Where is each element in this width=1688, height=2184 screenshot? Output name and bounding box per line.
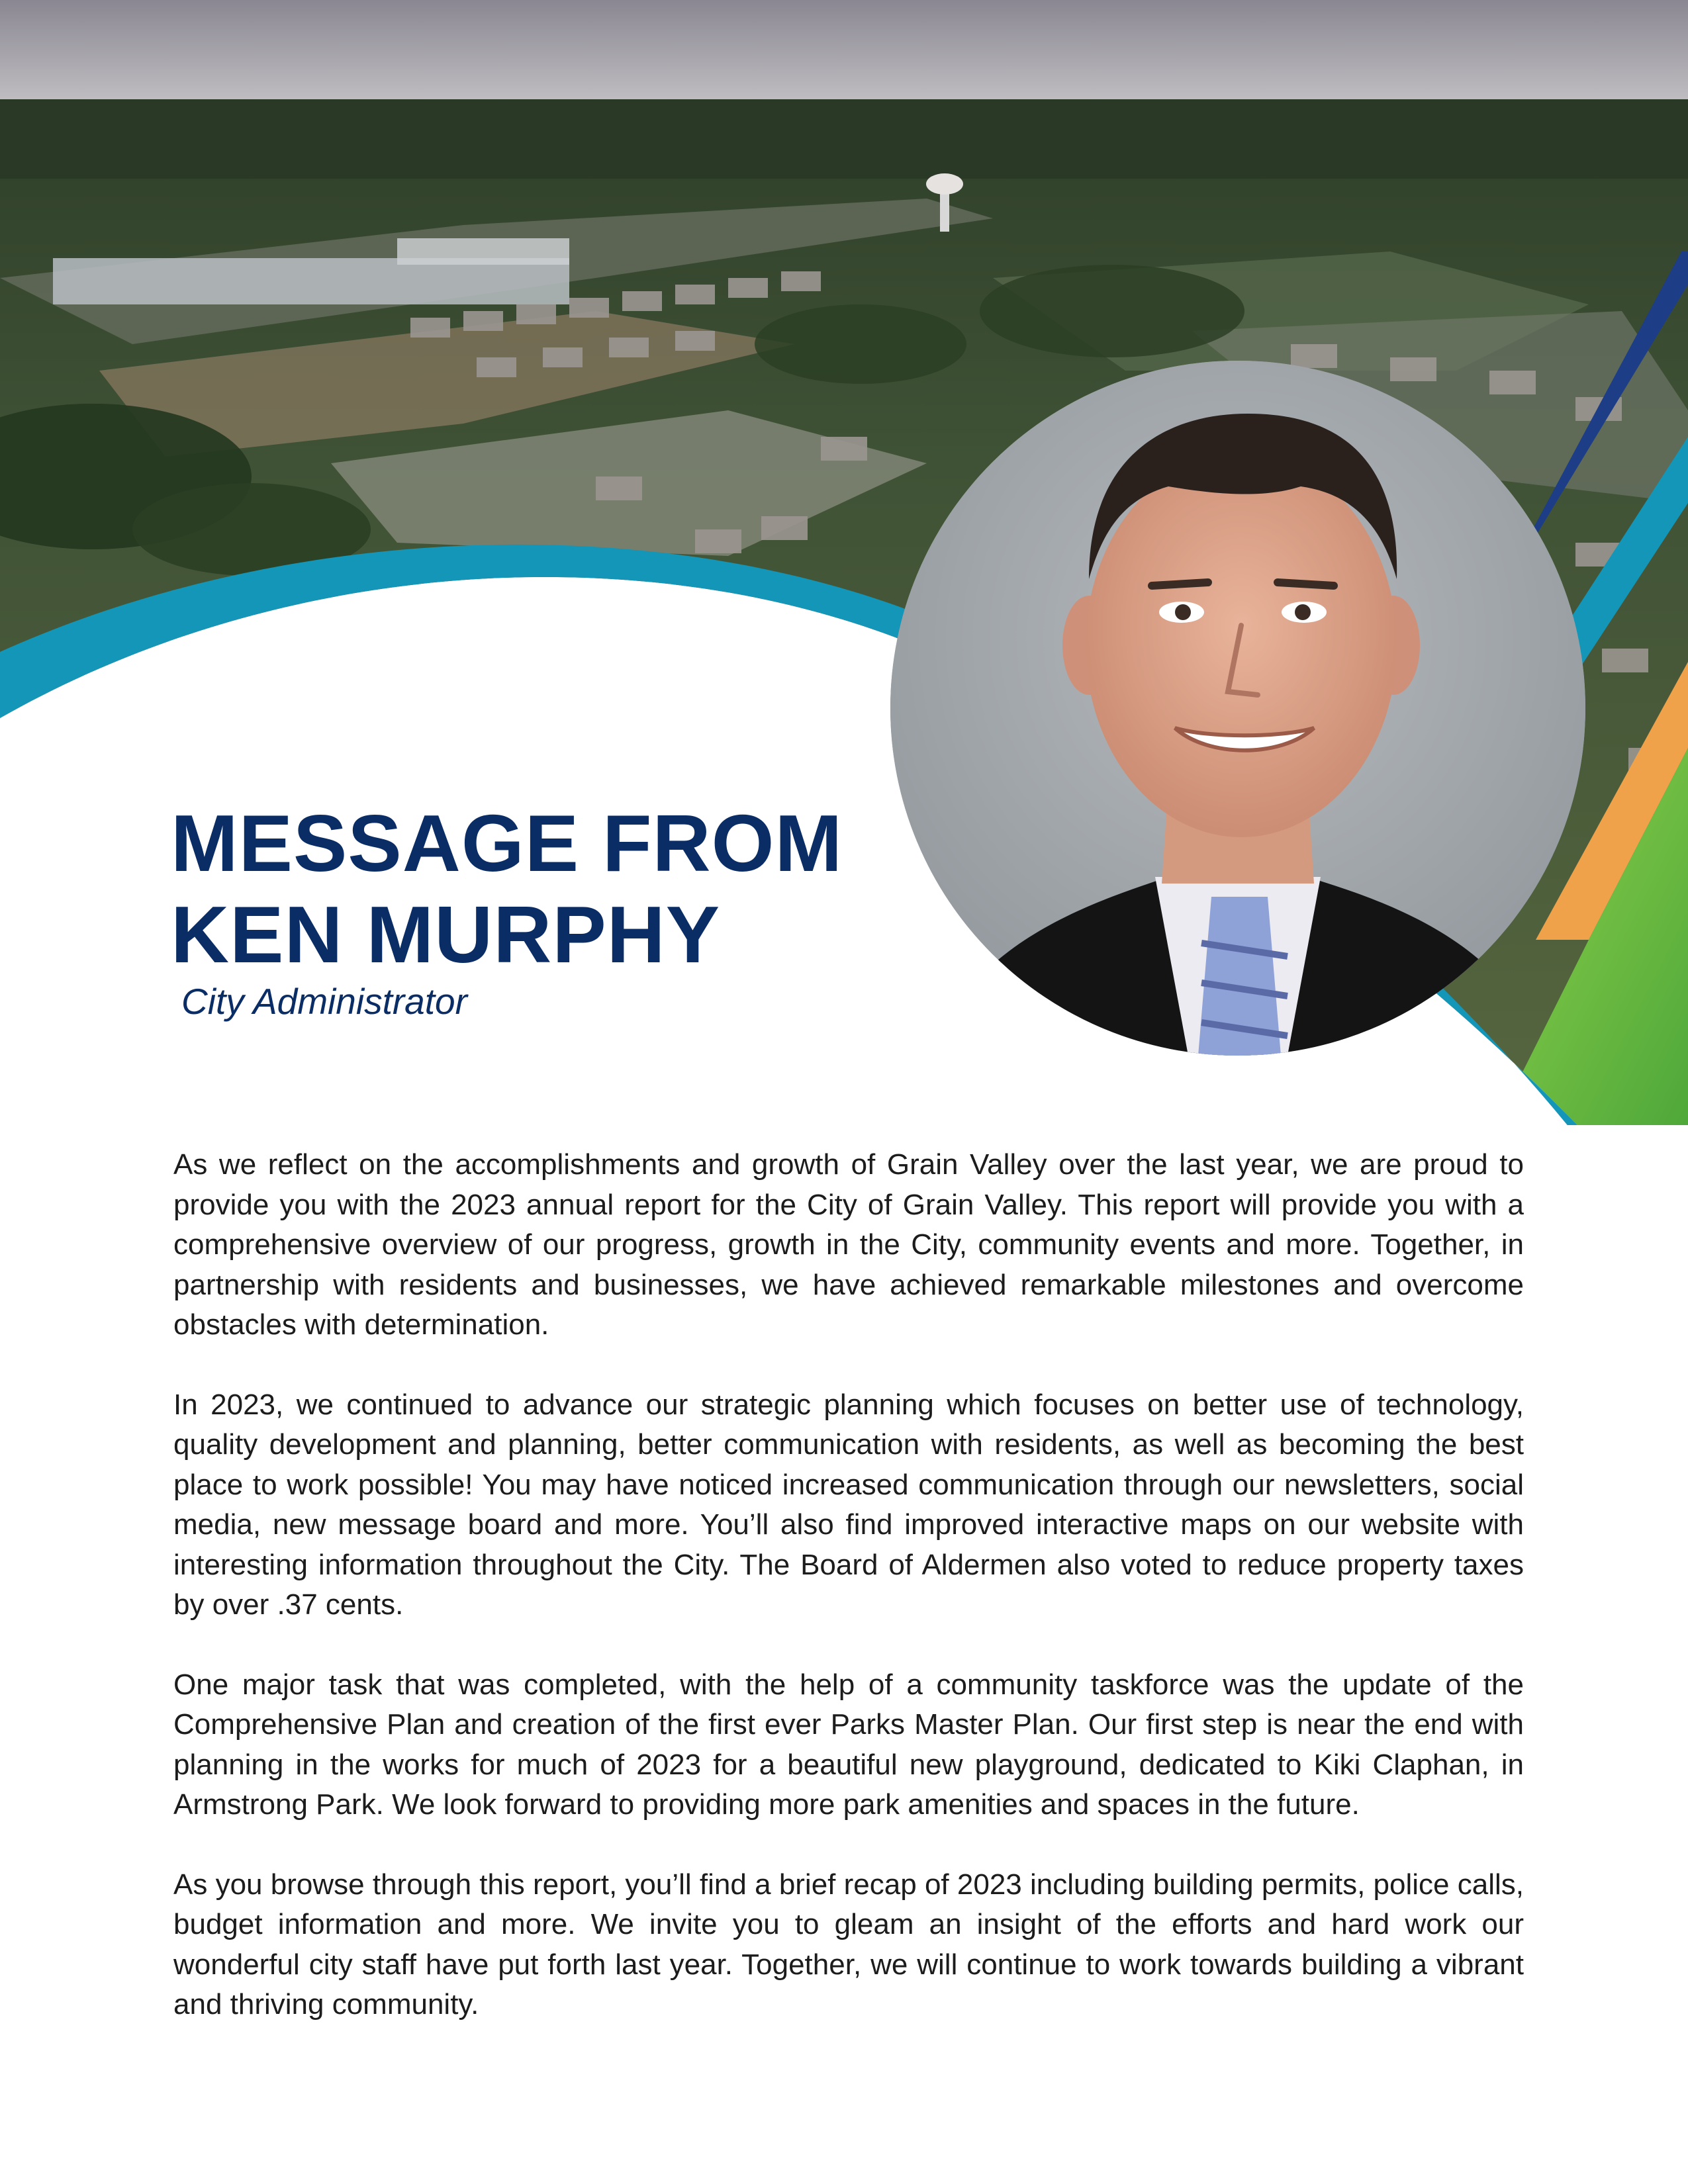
title-line-1: MESSAGE FROM [171,798,843,888]
page-subtitle: City Administrator [181,981,467,1022]
portrait-photo [890,361,1585,1056]
page-title [171,797,932,980]
body-paragraph-1: As we reflect on the accomplishments and growth of Grain Valley over the last year, we are proud to provide you with the 2023 annual report for the City of Grain Valley. This report will provide you with a comprehensive overview of our progress, growth in the City, community events and more. Together, in partnership with residents and businesses, we have achieved remarkable milestones and overcome obstacles with determination. [173,1148,1524,1341]
message-body [173,1145,1524,2065]
body-paragraph-3: One major task that was completed, with the help of a community taskforce was the update of the Comprehensive Plan and creation of the first ever Parks Master Plan. Our first step is near the end with planning in the works for much of 2023 for a beautiful new playground, dedicated to Kiki Claphan, in Armstrong Park. We look forward to providing more park amenities and spaces in the future. [173,1668,1524,1821]
portrait-illustration [890,361,1585,1056]
body-paragraph-4: As you browse through this report, you’ll find a brief recap of 2023 including building permits, police calls, budget information and more. We invite you to gleam an insight of the efforts and hard work our wonderful city staff have put forth last year. Together, we will continue to work towards building a vibrant and thriving community. [173,1868,1524,2021]
title-line-2: KEN MURPHY [171,889,721,979]
body-paragraph-2: In 2023, we continued to advance our strategic planning which focuses on better use of technology, quality development and planning, better communication with residents, as well as becoming the best place to work possible! You may have noticed increased communication through our newsletters, social media, new message board and more. You’ll also find improved interactive maps on our website with interesting information throughout the City. The Board of Aldermen also voted to reduce property taxes by over .37 cents. [173,1388,1524,1621]
